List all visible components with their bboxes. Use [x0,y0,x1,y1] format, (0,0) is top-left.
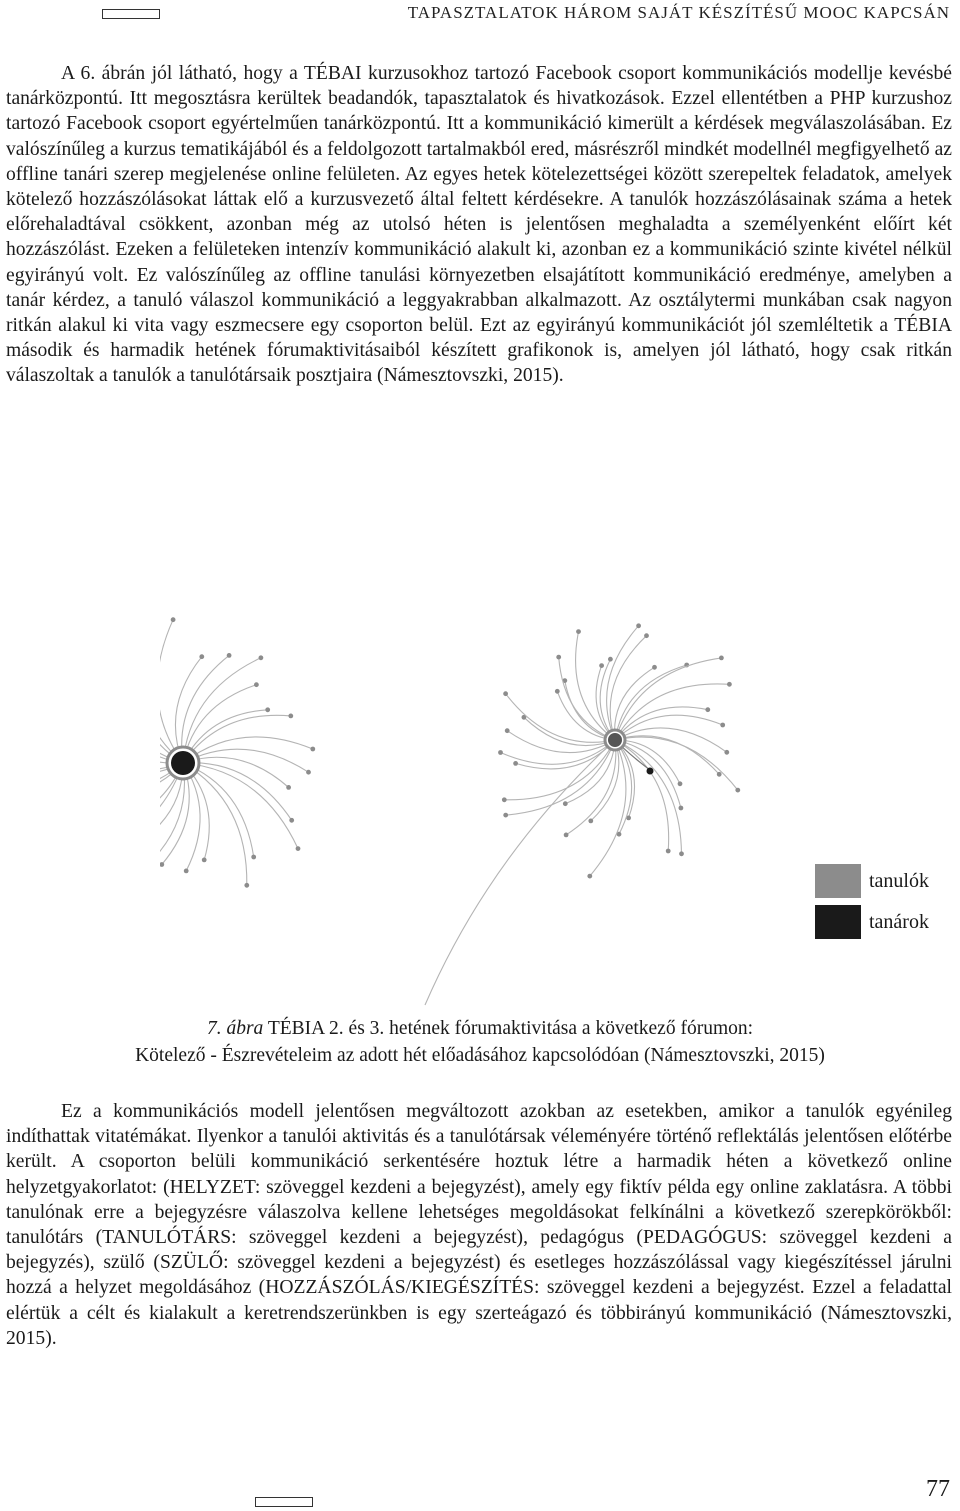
week3-student-node [679,806,684,811]
week2-edge [183,658,261,763]
week3-student-node [644,633,649,638]
week2-student-node [184,869,189,874]
figure-caption-line-2: Kötelező - Észrevételeim az adott hét előadásához kapcsolódóan (Námesztovszki, 2015) [135,1045,825,1066]
week3-student-node [652,665,657,670]
week3-edge [591,740,619,821]
legend-item-teachers [815,903,929,941]
week3-edge [615,737,738,790]
legend-item-students [815,862,929,900]
week2-student-node [227,653,232,658]
week2-student-node [286,785,291,790]
week3-student-node [724,750,729,755]
week3-student-node [502,797,507,802]
legend-label-students: tanulók [869,869,929,892]
network-graphs [160,595,960,1015]
figure-caption-label: 7. ábra [206,1018,264,1039]
legend-swatch-students [815,864,861,898]
week3-student-node [666,849,671,854]
footer-rule [255,1497,313,1507]
week3-student-node [555,689,560,694]
week2-edge [183,749,309,772]
running-header: TAPASZTALATOK HÁROM SAJÁT KÉSZÍTÉSŰ MOOC KAPCSÁN [407,3,950,22]
legend-label-teachers: tanárok [869,910,929,933]
week3-student-node [498,750,503,755]
body-paragraph-1: A 6. ábrán jól látható, hogy a TÉBAI kurzusokhoz tartozó Facebook csoport kommunikációs modellje kevésbé tanárközpontú. Itt megosztásra kerültek beadandók, tapasztalatok és hivatkozások. Ezzel ellentétben a PHP kurzushoz tartozó Facebook csoport egyértelműen tanárközpontú. Itt a kommunikáció kimerült a kérdések megválaszolásában. Ez valószínűleg a kurzus tematikájából és a feldolgozott tartalmakból ered, másrészről mindkét modellnél megfigyelhető az offline tanári szerep megjelenése online felületen. Az egyes hetek kötelezettségei között szerepeltek feladatok, amelyek kötelező hozzászólásokat láttak elő a kurzusvezető által feltett kérdésekre. A tanulók hozzászólásainak száma a hetek előrehaladtával csökkent, azonban még az utolsó héten is jelentősen meghaladta a személyenként előírt két hozzászólást. Ezeken a felületeken intenzív kommunikáció alakult ki, azonban ez a kommunikáció szinte kivétel nélkül egyirányú volt. Ez valószínűleg az offline tanulási környezetben elsajátított kommunikáció eredménye, amelyben a tanár kérdez, a tanuló válaszol kommunikáció a leggyakrabban alkalmazott. Az osztálytermi munkában csak nagyon ritkán alakul ki vita vagy eszmecsere egy csoporton belül. Ezt az egyirányú kommunikációt jól szemléltetik a TÉBIA második és harmadik hetének fórumaktivitásaiból készített grafikonok is, amelyen jól látható, hogy csak ritkán válaszoltak a tanulók a tanulótársaik posztjaira (Námesztovszki, 2015). [6,63,952,387]
week3-edge [615,684,729,740]
week2-student-node [244,883,249,888]
week3-student-node [503,691,508,696]
week3-student-node [608,657,613,662]
week2-edge [160,620,183,763]
week3-student-node [678,781,683,786]
week3-student-node [636,623,641,628]
week3-student-node [599,663,604,668]
week2-student-node [310,747,315,752]
week2-student-node [306,770,311,775]
week3-student-node [505,728,510,733]
body-paragraph-2: Ez a kommunikációs modell jelentősen megváltozott azokban az esetekben, amikor a tanulók egyénileg indíthattak vitatémákat. Ilyenkor a tanulói aktivitás és a tanulótársak véleményére történő reflektálás jelentősen előtérbe került. A csoporton belüli kommunikáció serkentésére hoztuk létre a harmadik héten a következő online helyzetgyakorlatot: (HELYZET: szöveggel kezdeni a bejegyzést), amely egy fiktív példa egy online zaklatásra. A többi tanulónak erre a bejegyzésre válaszolva kellene lehetséges megoldásokat felkínálni a következő szerepkörökből: tanulótárs (TANULÓTÁRS: szöveggel kezdeni a bejegyzést), pedagógus (PEDAGÓGUS: szöveggel kezdeni a bejegyzés), szülő (SZÜLŐ: szöveggel kezdeni a bejegyzést) és esetleges hozzászólással vagy kiegészítéssel járulni hozzá a helyzet megoldásához (HOZZÁSZÓLÁS/KIEGÉSZÍTÉS: szöveggel kezdeni a bejegyzést. Ezzel a feladattal elértük a célt és kialakult a keretrendszerünkben is egy szerteágazó és többirányú kommunikáció (Námesztovszki, 2015). [6,1101,952,1349]
week2-student-node [265,707,270,712]
week3-long-edge [425,740,615,1005]
page-number: 77 [926,1476,950,1502]
week2-student-node [199,654,204,659]
week2-student-node [202,858,207,863]
week3-student-node [587,874,592,879]
week3-edge [590,740,626,876]
week3-student-node [727,682,732,687]
legend-swatch-teachers [815,905,861,939]
week3-student-node [503,813,508,818]
week3-student-node [588,819,593,824]
week2-teacher-node [171,751,195,775]
forum-activity-figure [160,595,960,1015]
week3-center-node [608,733,622,747]
figure-caption-line-1 [0,1015,960,1042]
week3-student-node [556,655,561,660]
week3-student-node [679,851,684,856]
week2-student-node [288,714,293,719]
week3-student-node [576,629,581,634]
week3-student-node [513,761,518,766]
week2-student-node [251,855,256,860]
legend [815,862,929,944]
week3-teacher-small-node [647,768,654,775]
week3-edge [610,636,646,740]
week3-student-node [563,801,568,806]
header-rule [102,9,160,19]
week3-student-node [735,788,740,793]
week2-student-node [259,655,264,660]
week3-student-node [719,656,724,661]
week3-student-node [717,772,722,777]
week3-edge [600,659,615,740]
week3-student-node [564,833,569,838]
week3-student-node [720,723,725,728]
week2-student-node [254,682,259,687]
figure-caption-text: TÉBIA 2. és 3. hetének fórumaktivitása a következő fórumon: [263,1018,754,1039]
week2-student-node [296,846,301,851]
week3-edge [615,707,708,740]
week2-student-node [171,617,176,622]
week3-student-node [705,707,710,712]
week2-student-node [289,818,294,823]
week2-edge [183,763,254,857]
